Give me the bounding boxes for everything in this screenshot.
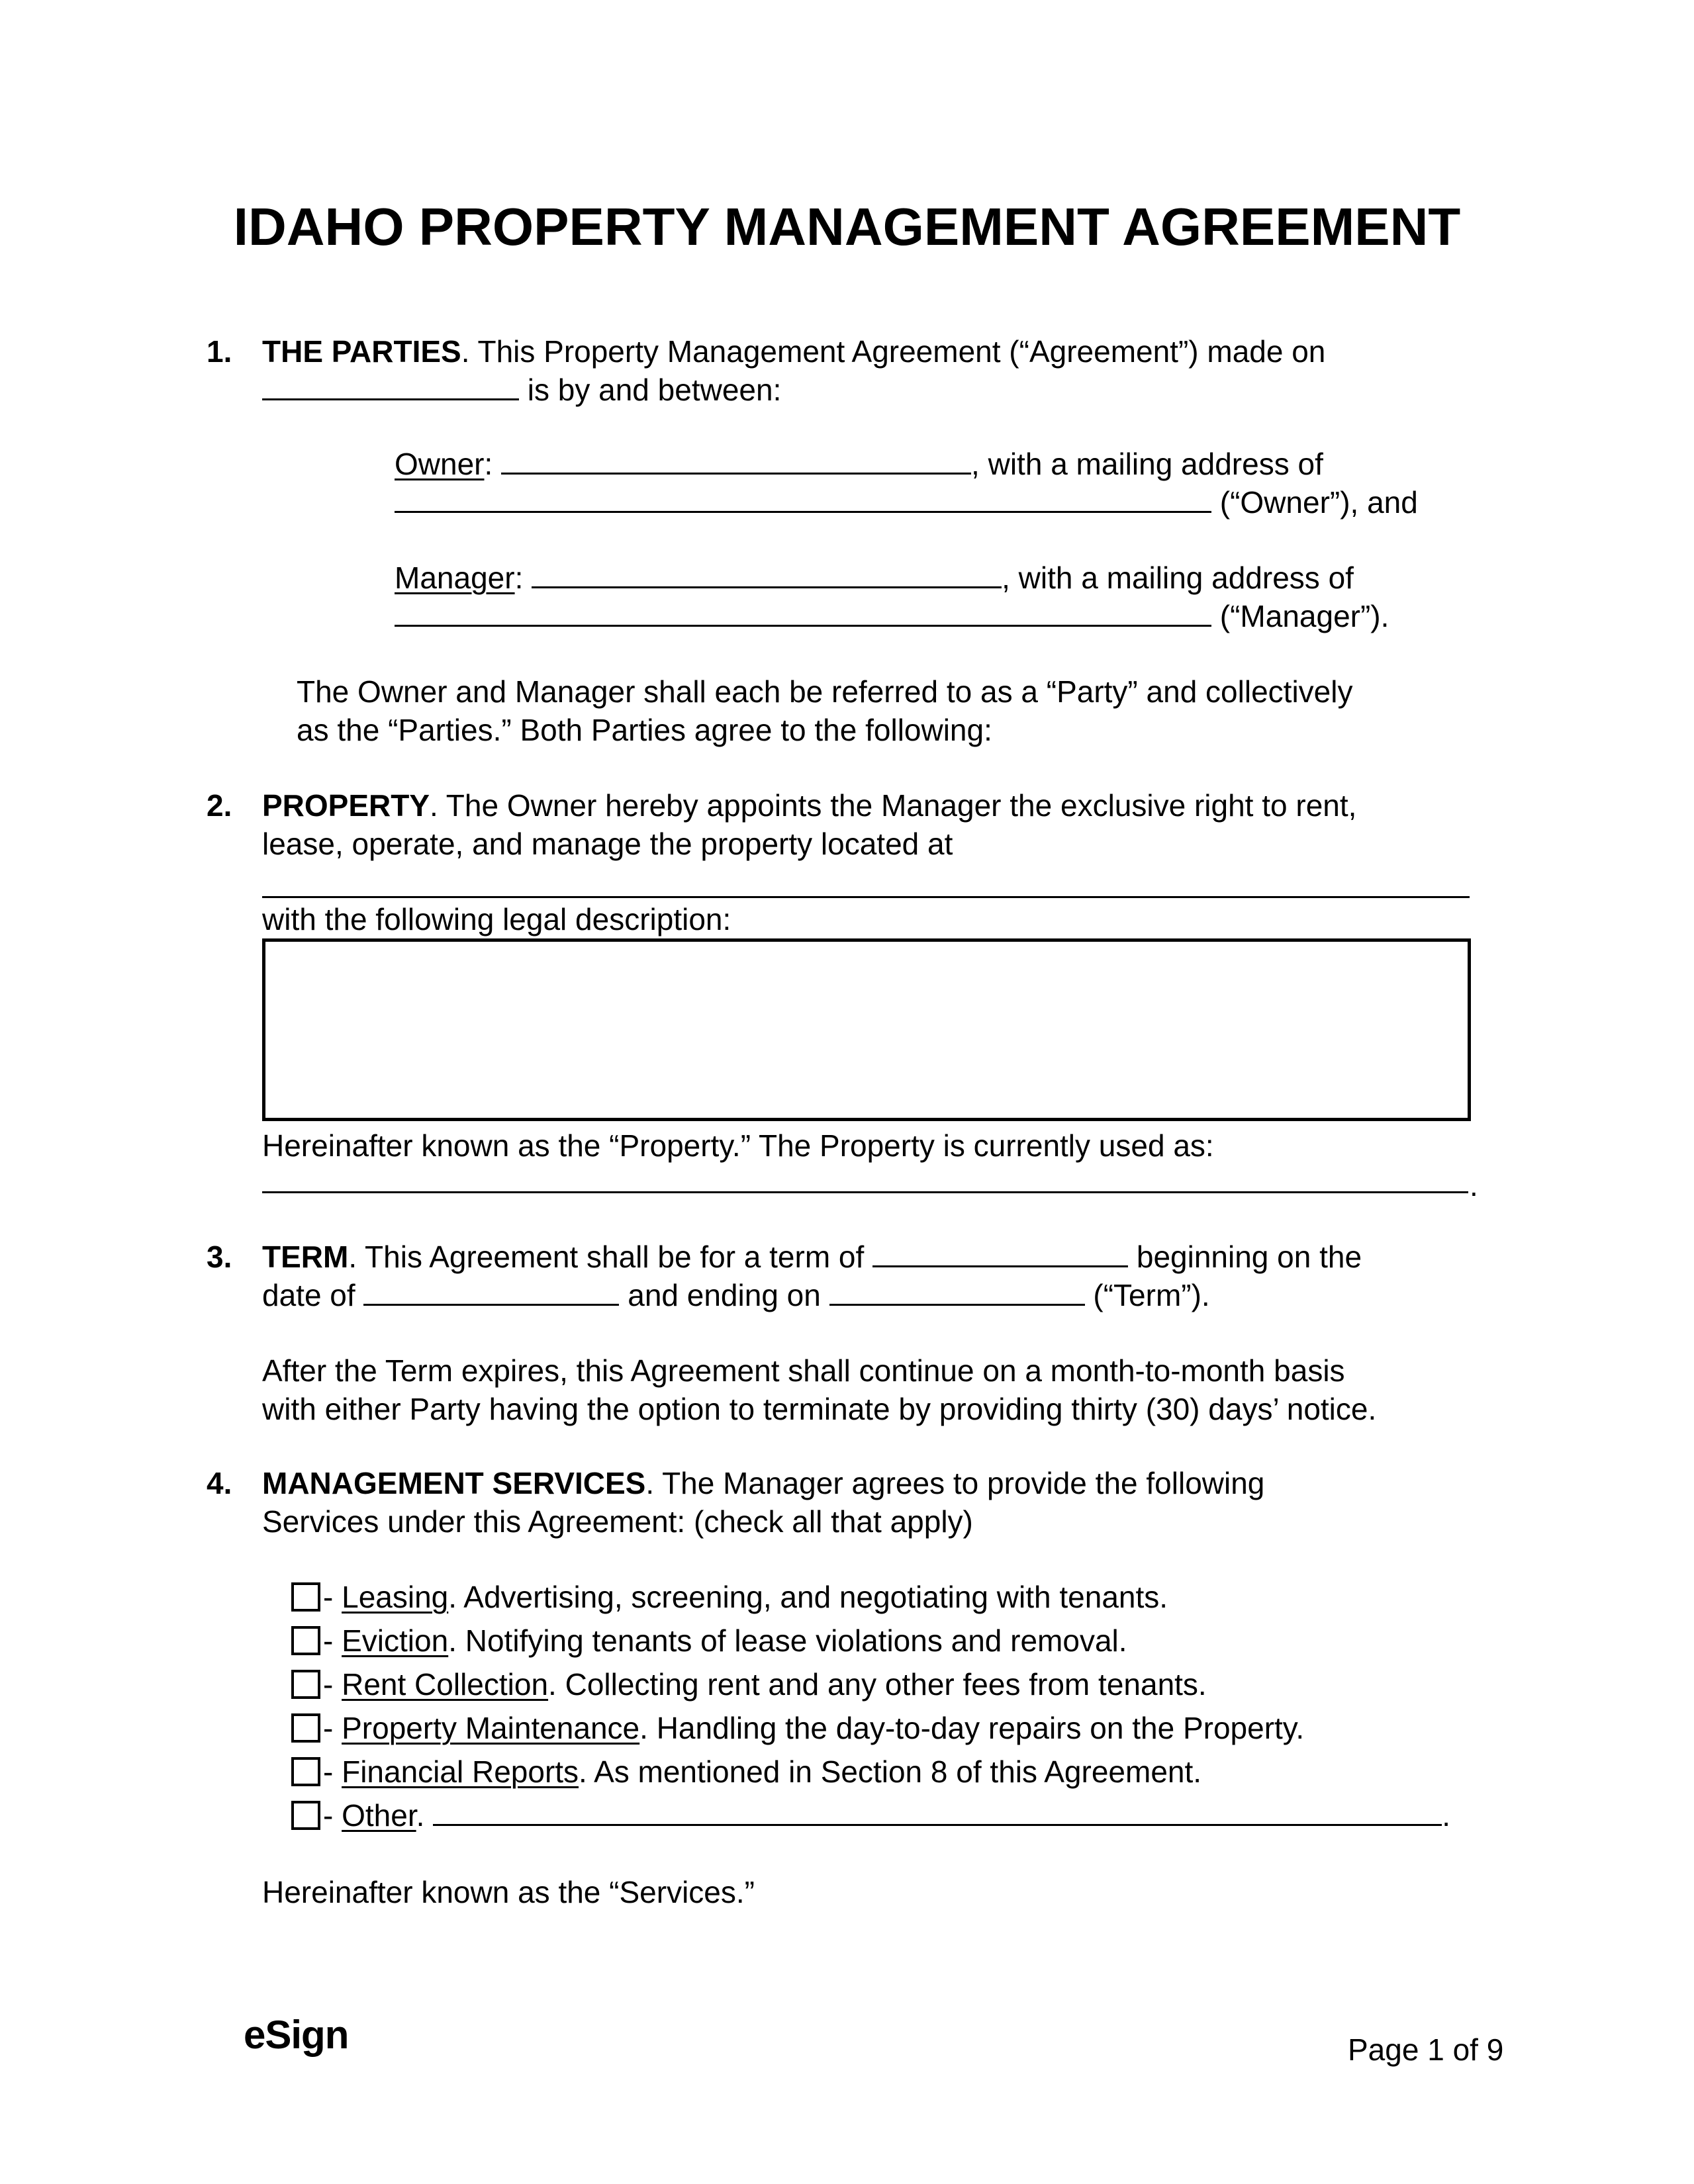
section-4-line-1 bbox=[262, 1464, 1264, 1502]
service-label: Leasing bbox=[342, 1580, 449, 1614]
owner-address-blank[interactable] bbox=[395, 484, 1211, 513]
service-item-property-maintenance bbox=[291, 1709, 1304, 1747]
section-1-text-b: is by and between: bbox=[519, 373, 782, 407]
term-start-blank[interactable] bbox=[363, 1277, 619, 1306]
section-1-text: . This Property Management Agreement (“Agreement”) made on bbox=[461, 334, 1326, 369]
legal-description-box[interactable] bbox=[262, 938, 1471, 1121]
other-service-blank[interactable] bbox=[433, 1797, 1442, 1826]
manager-name-blank[interactable] bbox=[532, 560, 1002, 588]
renewal-line-1: After the Term expires, this Agreement shall continue on a month-to-month basis bbox=[262, 1353, 1345, 1388]
owner-line: Owner: , with a mailing address of bbox=[395, 447, 1323, 481]
service-desc: . Notifying tenants of lease violations and removal. bbox=[448, 1623, 1127, 1658]
term-text: . This Agreement shall be for a term of bbox=[348, 1240, 873, 1274]
owner-name-blank[interactable] bbox=[501, 446, 971, 475]
legal-description-label: with the following legal description: bbox=[262, 902, 731, 936]
parties-paragraph-line-2: as the “Parties.” Both Parties agree to the following: bbox=[297, 713, 992, 747]
section-1-line-1 bbox=[262, 332, 1325, 371]
service-desc: . As mentioned in Section 8 of this Agreement. bbox=[579, 1754, 1202, 1789]
service-desc: . Collecting rent and any other fees from tenants. bbox=[548, 1667, 1207, 1702]
manager-address-blank[interactable] bbox=[395, 598, 1211, 627]
owner-address-text: , with a mailing address of bbox=[971, 447, 1323, 481]
manager-line: Manager: , with a mailing address of bbox=[395, 561, 1354, 595]
term-date-text: date of bbox=[262, 1278, 364, 1312]
dash: - bbox=[323, 1754, 342, 1789]
service-label: Financial Reports bbox=[342, 1754, 579, 1789]
dash: - bbox=[323, 1667, 342, 1702]
section-3-heading: TERM bbox=[262, 1240, 349, 1274]
manager-label: Manager bbox=[395, 561, 515, 595]
owner-address-line bbox=[395, 483, 1418, 522]
dash: - bbox=[323, 1623, 342, 1658]
service-label: Eviction bbox=[342, 1623, 449, 1658]
property-use-blank[interactable] bbox=[262, 1191, 1468, 1193]
other-checkbox[interactable] bbox=[291, 1801, 320, 1830]
other-period: . bbox=[1442, 1798, 1450, 1833]
leasing-checkbox[interactable] bbox=[291, 1582, 320, 1612]
owner-label: Owner bbox=[395, 447, 485, 481]
manager-address-text: , with a mailing address of bbox=[1002, 561, 1354, 595]
term-beginning-text: beginning on the bbox=[1128, 1240, 1362, 1274]
section-4-heading: MANAGEMENT SERVICES bbox=[262, 1466, 646, 1500]
section-3-line-2 bbox=[262, 1276, 1210, 1314]
section-2-line-1 bbox=[262, 786, 1356, 825]
owner-end-text: (“Owner”), and bbox=[1211, 485, 1418, 520]
service-item-eviction bbox=[291, 1621, 1127, 1660]
esign-logo: eSign bbox=[244, 2013, 349, 2057]
dash: - bbox=[323, 1798, 342, 1833]
section-1-heading: THE PARTIES bbox=[262, 334, 461, 369]
dash: - bbox=[323, 1580, 342, 1614]
section-4-line-2: Services under this Agreement: (check all that apply) bbox=[262, 1504, 973, 1539]
parties-paragraph-line-1: The Owner and Manager shall each be referred to as a “Party” and collectively bbox=[297, 674, 1353, 709]
service-item-other bbox=[291, 1796, 1450, 1835]
manager-end-text: (“Manager”). bbox=[1211, 599, 1389, 633]
financial-reports-checkbox[interactable] bbox=[291, 1757, 320, 1786]
term-label-text: (“Term”). bbox=[1084, 1278, 1210, 1312]
property-maintenance-checkbox[interactable] bbox=[291, 1713, 320, 1743]
service-label: Rent Collection bbox=[342, 1667, 549, 1702]
section-1-number: 1. bbox=[207, 334, 232, 369]
service-desc: . Handling the day-to-day repairs on the Property. bbox=[639, 1711, 1305, 1745]
section-2-text: . The Owner hereby appoints the Manager the exclusive right to rent, bbox=[430, 788, 1357, 823]
section-2-heading: PROPERTY bbox=[262, 788, 430, 823]
service-label: Other bbox=[342, 1798, 416, 1833]
agreement-date-blank[interactable] bbox=[262, 372, 519, 400]
term-ending-text: and ending on bbox=[619, 1278, 829, 1312]
document-title: IDAHO PROPERTY MANAGEMENT AGREEMENT bbox=[233, 197, 1461, 256]
section-2-number: 2. bbox=[207, 788, 232, 823]
service-label: Property Maintenance bbox=[342, 1711, 640, 1745]
renewal-line-2: with either Party having the option to terminate by providing thirty (30) days’ notice. bbox=[262, 1392, 1377, 1426]
service-item-rent-collection bbox=[291, 1665, 1207, 1704]
section-2-line-2: lease, operate, and manage the property located at bbox=[262, 827, 953, 861]
section-3-line-1 bbox=[262, 1238, 1362, 1276]
section-4-text: . The Manager agrees to provide the following bbox=[645, 1466, 1265, 1500]
rent-collection-checkbox[interactable] bbox=[291, 1670, 320, 1699]
service-desc: . bbox=[416, 1798, 434, 1833]
eviction-checkbox[interactable] bbox=[291, 1626, 320, 1655]
manager-address-line bbox=[395, 597, 1389, 635]
term-end-blank[interactable] bbox=[829, 1277, 1085, 1306]
term-length-blank[interactable] bbox=[872, 1239, 1128, 1267]
section-3-number: 3. bbox=[207, 1240, 232, 1274]
property-use-period: . bbox=[1470, 1168, 1478, 1203]
property-use-label: Hereinafter known as the “Property.” The Property is currently used as: bbox=[262, 1128, 1214, 1163]
services-definition: Hereinafter known as the “Services.” bbox=[262, 1875, 755, 1909]
section-4-number: 4. bbox=[207, 1466, 232, 1500]
service-desc: . Advertising, screening, and negotiating with tenants. bbox=[448, 1580, 1168, 1614]
service-item-leasing bbox=[291, 1578, 1168, 1616]
section-1-line-2 bbox=[262, 371, 781, 409]
property-address-blank[interactable] bbox=[262, 896, 1470, 898]
service-item-financial-reports bbox=[291, 1752, 1201, 1791]
page-number: Page 1 of 9 bbox=[1348, 2032, 1504, 2067]
dash: - bbox=[323, 1711, 342, 1745]
